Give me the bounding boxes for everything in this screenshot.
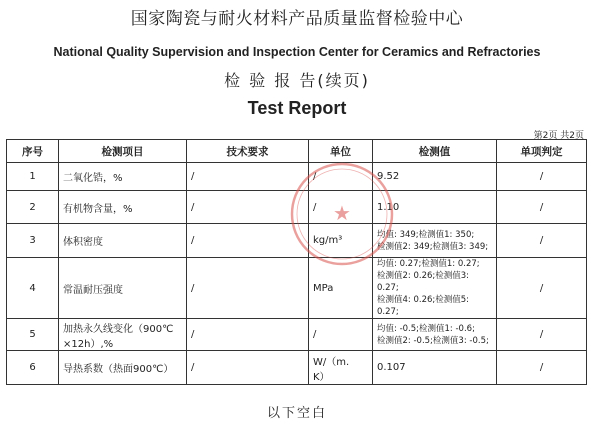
row-no: 2 <box>7 191 59 224</box>
col-header-unit: 单位 <box>309 140 373 163</box>
row-value: 1.10 <box>373 191 497 224</box>
row-item: 加热永久线变化（900℃ ×12h）,% <box>59 319 187 351</box>
row-requirement: / <box>187 224 309 258</box>
row-judgement: / <box>497 258 587 319</box>
table-row <box>7 224 587 258</box>
col-header-no: 序号 <box>7 140 59 163</box>
table-row <box>7 258 587 319</box>
row-value: 0.107 <box>373 351 497 385</box>
row-item: 二氧化锆，% <box>59 163 187 191</box>
row-unit: / <box>309 319 373 351</box>
table-row <box>7 319 587 351</box>
row-unit: W/（m. K） <box>309 351 373 385</box>
row-judgement: / <box>497 224 587 258</box>
test-results-table <box>6 139 587 385</box>
table-row <box>7 163 587 191</box>
row-unit: MPa <box>309 258 373 319</box>
row-judgement: / <box>497 191 587 224</box>
col-header-value: 检测值 <box>373 140 497 163</box>
row-unit: / <box>309 163 373 191</box>
row-requirement: / <box>187 191 309 224</box>
table-header-row <box>7 140 587 163</box>
row-value: 均值: 0.27;检测值1: 0.27; 检测值2: 0.26;检测值3: 0.27; 检测值4: 0.26;检测值5: 0.27; <box>373 258 497 319</box>
table-row <box>7 191 587 224</box>
row-requirement: / <box>187 163 309 191</box>
row-judgement: / <box>497 319 587 351</box>
row-item: 有机物含量，% <box>59 191 187 224</box>
row-no: 4 <box>7 258 59 319</box>
row-judgement: / <box>497 351 587 385</box>
row-item: 体积密度 <box>59 224 187 258</box>
row-requirement: / <box>187 351 309 385</box>
row-value: 均值: 349;检测值1: 350; 检测值2: 349;检测值3: 349; <box>373 224 497 258</box>
end-of-report-note: 以下空白 <box>266 406 327 421</box>
row-item: 导热系数（热面900℃） <box>59 351 187 385</box>
report-title-en: Test Report <box>247 98 347 118</box>
row-unit: / <box>309 191 373 224</box>
table-row <box>7 351 587 385</box>
svg-text:★: ★ <box>333 201 351 225</box>
report-title-cn: 检 验 报 告(续页) <box>224 71 370 90</box>
row-item: 常温耐压强度 <box>59 258 187 319</box>
page-number: 第2页 共2页 <box>533 131 584 141</box>
row-value: 均值: -0.5;检测值1: -0.6; 检测值2: -0.5;检测值3: -0.5; <box>373 319 497 351</box>
col-header-judgement: 单项判定 <box>497 140 587 163</box>
row-no: 5 <box>7 319 59 351</box>
row-value: 9.52 <box>373 163 497 191</box>
row-no: 1 <box>7 163 59 191</box>
center-title-cn: 国家陶瓷与耐火材料产品质量监督检验中心 <box>130 9 464 29</box>
row-no: 3 <box>7 224 59 258</box>
center-title-en: National Quality Supervision and Inspection Center for Ceramics and Refractories <box>53 45 541 59</box>
row-requirement: / <box>187 319 309 351</box>
row-requirement: / <box>187 258 309 319</box>
col-header-requirement: 技术要求 <box>187 140 309 163</box>
col-header-item: 检测项目 <box>59 140 187 163</box>
row-judgement: / <box>497 163 587 191</box>
row-unit: kg/m³ <box>309 224 373 258</box>
row-no: 6 <box>7 351 59 385</box>
